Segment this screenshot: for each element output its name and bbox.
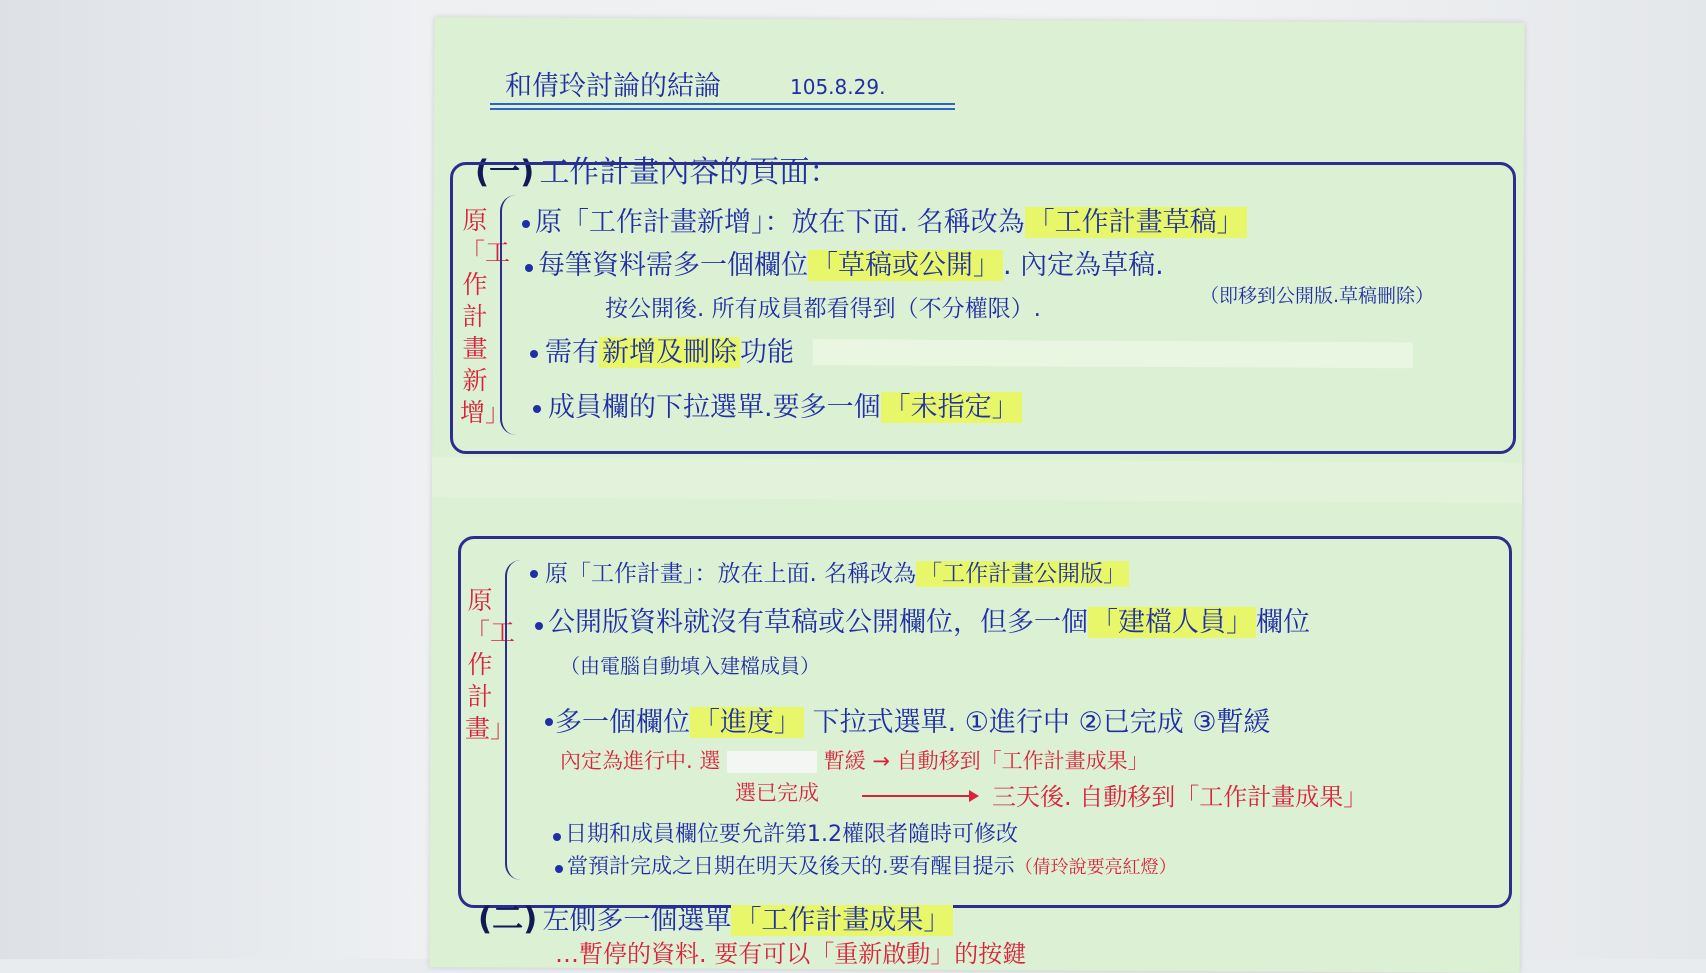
line-text: 需有	[545, 337, 599, 368]
section1-line-3-note: （即移到公開版.草稿刪除）	[1200, 285, 1435, 307]
title-underline-2	[490, 108, 955, 110]
section2-line-5	[567, 850, 1177, 880]
note-date: 105.8.29.	[790, 75, 886, 99]
red-text: 暫緩 → 自動移到「工作計畫成果」	[823, 749, 1149, 773]
bullet	[530, 570, 538, 578]
note-title: 和倩玲討論的結論	[505, 71, 721, 102]
line-text: 原「工作計畫新增」：放在下面. 名稱改為	[535, 207, 1025, 238]
section2-red-line-2: 選已完成	[735, 781, 819, 805]
line-text: 多一個欄位	[555, 707, 690, 738]
section1-brace	[500, 195, 516, 435]
section1-line-3	[605, 290, 1041, 323]
line-highlight: 「工作計畫公開版」	[916, 561, 1129, 587]
line-text: 按公開後. 所有成員都看得到（不分權限）.	[605, 296, 1041, 322]
bullet	[530, 350, 538, 358]
section3-highlight: 「工作計畫成果」	[731, 905, 953, 936]
section1-heading-text: 工作計畫內容的頁面：	[539, 155, 840, 190]
section2-line-4: 日期和成員欄位要允許第1.2權限者隨時可修改	[565, 822, 1018, 847]
section2-line-2-sub: （由電腦自動填入建檔成員）	[560, 654, 820, 678]
line-suffix: 下拉式選單. ①進行中 ②已完成 ③暫緩	[804, 707, 1271, 738]
line-suffix: . 內定為草稿.	[1003, 250, 1164, 281]
bullet	[553, 833, 561, 841]
section2-brace	[505, 560, 521, 880]
line-text: 原「工作計畫」：放在上面. 名稱改為	[545, 561, 917, 587]
section2-line-1	[545, 555, 1129, 588]
red-note: （倩玲說要亮紅燈）	[1014, 857, 1177, 878]
section3-heading-text: 左側多一個選單	[542, 905, 732, 936]
section2-red-line-2-post: 三天後. 自動移到「工作計畫成果」	[992, 783, 1368, 811]
section1-line-5	[548, 385, 1022, 424]
line-suffix: 功能	[740, 337, 794, 368]
bullet	[535, 622, 543, 630]
section1-line-2	[538, 243, 1164, 282]
section1-line-1	[535, 200, 1247, 239]
section2-line-3	[555, 700, 1271, 739]
line-text: 每筆資料需多一個欄位	[538, 250, 808, 281]
section2-red-line-1	[560, 745, 1149, 775]
section3-heading	[478, 893, 953, 938]
line-text: 成員欄的下拉選單.要多一個	[548, 392, 881, 423]
bullet	[545, 718, 553, 726]
line-highlight: 「草稿或公開」	[808, 250, 1003, 281]
section2-side-label: 原「工作計畫」	[465, 586, 516, 743]
section3-mark: (二)	[478, 901, 538, 937]
section3-partial-line: …暫停的資料. 要有可以「重新啟動」的按鍵	[555, 940, 1027, 968]
section2-line-2	[548, 600, 1310, 639]
line-text: 當預計完成之日期在明天及後天的.要有醒目提示	[567, 854, 1015, 878]
section1-side-label: 原「工作計畫新增」	[460, 206, 511, 427]
red-arrow	[862, 795, 977, 797]
bullet	[525, 264, 533, 272]
line-highlight: 新增及刪除	[599, 337, 740, 368]
line-text: 公開版資料就沒有草稿或公開欄位，但多一個	[548, 607, 1088, 638]
line-suffix: 欄位	[1256, 607, 1310, 638]
section1-line-4	[545, 330, 794, 369]
red-text: 內定為進行中. 選	[560, 749, 721, 773]
title-underline	[490, 103, 955, 105]
bullet	[522, 220, 530, 228]
paper-fold	[432, 457, 1522, 503]
bullet	[555, 865, 563, 873]
line-highlight: 「建檔人員」	[1088, 607, 1256, 638]
line-highlight: 「未指定」	[881, 392, 1022, 423]
line-highlight: 「進度」	[690, 707, 804, 738]
section1-mark: (一)	[475, 154, 535, 190]
bullet	[533, 405, 541, 413]
line-highlight: 「工作計畫草稿」	[1025, 207, 1247, 238]
redaction-block	[727, 751, 817, 773]
